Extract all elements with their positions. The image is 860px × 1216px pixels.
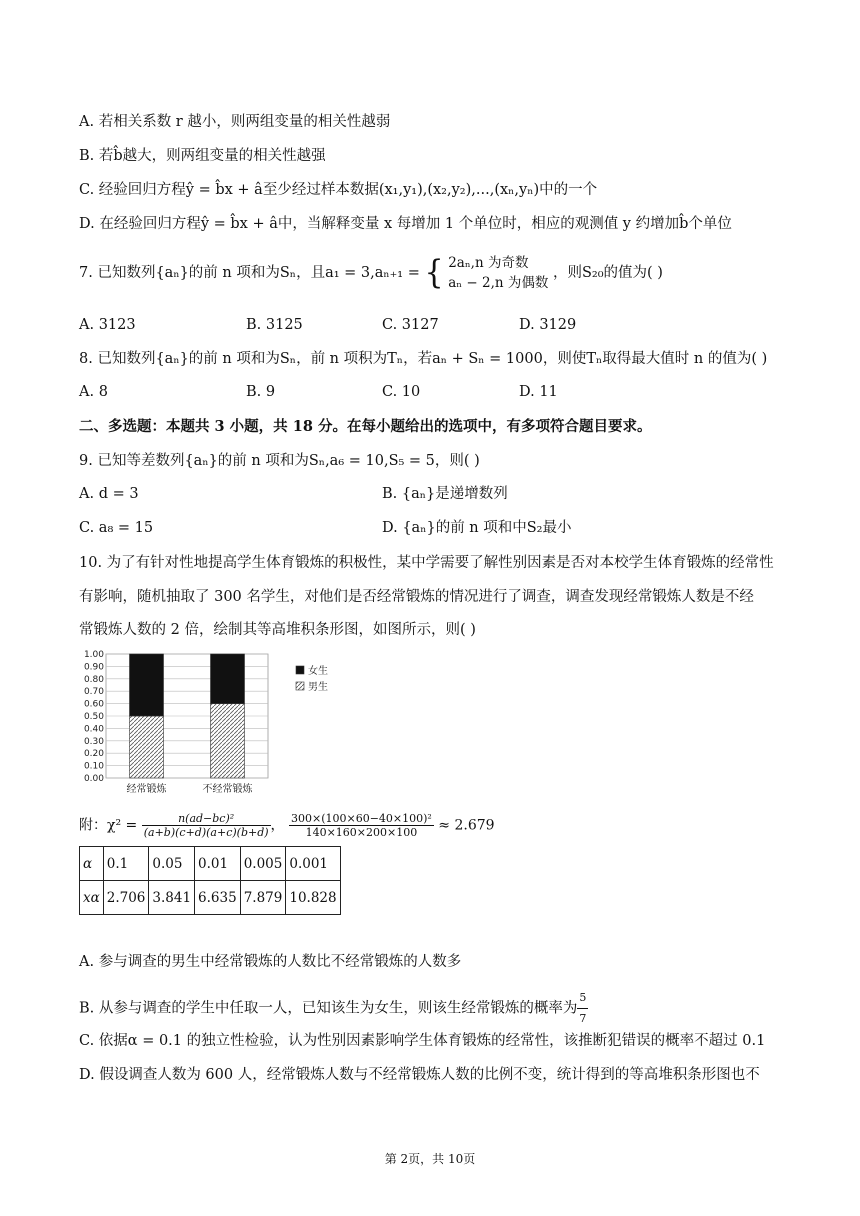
q10-option-d: D. 假设调查人数为 600 人，经常锻炼人数与不经常锻炼人数的比例不变，统计得到的等高堆积条形图也不 xyxy=(79,1067,760,1083)
q10-option-a: A. 参与调查的男生中经常锻炼的人数比不经常锻炼的人数多 xyxy=(79,954,462,970)
calc-result: ≈ 2.679 xyxy=(438,817,495,834)
table-cell: 0.1 xyxy=(103,847,149,881)
bar-segment-女生 xyxy=(130,654,164,716)
table-cell: 7.879 xyxy=(240,881,286,915)
table-cell: 0.05 xyxy=(149,847,195,881)
y-tick-label: 0.80 xyxy=(83,674,104,685)
table-cell: 0.005 xyxy=(240,847,286,881)
q10-line-3: 常锻炼人数的 2 倍，绘制其等高堆积条形图，如图所示，则( ) xyxy=(79,622,476,638)
legend-swatch xyxy=(296,666,304,674)
q7-case-2: aₙ − 2,n 为偶数 xyxy=(448,275,549,291)
calc-denominator: 140×160×200×100 xyxy=(305,826,418,839)
bar-segment-女生 xyxy=(211,654,245,704)
x-tick-label: 不经常锻炼 xyxy=(202,784,253,795)
q7-suffix: ，则S₂₀的值为( ) xyxy=(552,265,663,281)
bar-segment-男生 xyxy=(130,716,164,778)
y-tick-label: 0.90 xyxy=(83,662,104,673)
q7-option-d: D. 3129 xyxy=(519,317,577,333)
q10-option-b xyxy=(79,988,588,1029)
q9-option-a: A. d = 3 xyxy=(79,486,139,502)
fraction-numerator: 5 xyxy=(577,988,588,1009)
q9-option-d: D. {aₙ}的前 n 项和中S₂最小 xyxy=(382,520,572,536)
table-cell: 0.01 xyxy=(195,847,241,881)
q8-stem: 8. 已知数列{aₙ}的前 n 项和为Sₙ，前 n 项积为Tₙ，若aₙ + Sₙ = 1000，则使Tₙ取得最大值时 n 的值为( ) xyxy=(79,351,768,367)
q10-line-1: 10. 为了有针对性地提高学生体育锻炼的积极性，某中学需要了解性别因素是否对本校学生体育锻炼的经常性 xyxy=(79,555,774,571)
formula-prefix: 附：χ² = xyxy=(79,817,138,834)
q6-option-b: B. 若b̂越大，则两组变量的相关性越强 xyxy=(79,148,326,164)
table-cell: 0.001 xyxy=(286,847,340,881)
y-tick-label: 0.60 xyxy=(83,699,104,710)
legend-label: 男生 xyxy=(308,682,328,693)
q7-option-c: C. 3127 xyxy=(382,317,439,333)
formula-fraction xyxy=(142,812,271,839)
chi-square-formula: 附：χ² = $\frac{\text{n(ad−bc)²}}{(a+b)(c+d)(a+c)(b+d)}$ ， $\frac{\text{300×(100×60−40×100)²}}{140\times 160\times 200\times 100}$ ≈ 2.679 xyxy=(79,812,495,839)
q7-option-a: A. 3123 xyxy=(79,317,136,333)
q7-stem xyxy=(79,250,663,296)
y-tick-label: 0.10 xyxy=(83,761,104,772)
legend-label: 女生 xyxy=(308,666,328,677)
section-heading: 二、多选题：本题共 3 小题，共 18 分。在每小题给出的选项中，有多项符合题目要求。 xyxy=(79,418,652,435)
table-cell: xα xyxy=(80,881,104,915)
table-cell: α xyxy=(80,847,104,881)
table-cell: 10.828 xyxy=(286,881,340,915)
q7-option-b: B. 3125 xyxy=(246,317,303,333)
q7-case-1: 2aₙ,n 为奇数 xyxy=(448,255,529,271)
y-tick-label: 0.50 xyxy=(83,712,104,722)
stacked-bar-chart xyxy=(78,650,348,800)
q7-prefix: 7. 已知数列{aₙ}的前 n 项和为Sₙ，且a₁ = 3,aₙ₊₁ = xyxy=(79,265,420,281)
y-tick-label: 0.70 xyxy=(83,687,104,698)
q6-option-a: A. 若相关系数 r 越小，则两组变量的相关性越弱 xyxy=(79,114,391,130)
q10-option-b-fraction xyxy=(577,988,588,1029)
q6-option-c: C. 经验回归方程ŷ = b̂x + â至少经过样本数据(x₁,y₁),(x₂,y₂),...,(xₙ,yₙ)中的一个 xyxy=(79,182,598,198)
critical-value-table xyxy=(79,846,341,915)
formula-numerator: n(ad−bc)² xyxy=(142,812,271,826)
q9-option-b: B. {aₙ}是递增数列 xyxy=(382,486,508,502)
table-row xyxy=(80,847,341,881)
bar-segment-男生 xyxy=(211,704,245,778)
table-row xyxy=(80,881,341,915)
q9-option-c: C. a₈ = 15 xyxy=(79,520,154,536)
q8-option-b: B. 9 xyxy=(246,384,276,400)
q8-option-d: D. 11 xyxy=(519,384,558,400)
q10-option-b-text: B. 从参与调查的学生中任取一人，已知该生为女生，则该生经常锻炼的概率为 xyxy=(79,1000,578,1017)
fraction-denominator: 7 xyxy=(579,1012,587,1025)
page-footer: 第 2页，共 10页 xyxy=(384,1152,476,1166)
brace-glyph: { xyxy=(424,253,444,292)
y-tick-label: 0.40 xyxy=(83,724,104,735)
table-cell: 2.706 xyxy=(103,881,149,915)
table-cell: 3.841 xyxy=(149,881,195,915)
y-tick-label: 0.00 xyxy=(83,774,104,784)
calc-numerator: 300×(100×60−40×100)² xyxy=(291,812,432,825)
q8-option-c: C. 10 xyxy=(382,384,421,400)
q7-cases xyxy=(448,253,548,293)
legend-swatch xyxy=(296,682,304,690)
formula-denominator: (a+b)(c+d)(a+c)(b+d) xyxy=(143,826,269,839)
x-tick-label: 经常锻炼 xyxy=(126,784,167,795)
q10-option-c: C. 依据α = 0.1 的独立性检验，认为性别因素影响学生体育锻炼的经常性，该推断犯错误的概率不超过 0.1 xyxy=(79,1033,766,1049)
table-cell: 6.635 xyxy=(195,881,241,915)
q9-stem: 9. 已知等差数列{aₙ}的前 n 项和为Sₙ,a₆ = 10,S₅ = 5，则( ) xyxy=(79,453,480,469)
q6-option-d: D. 在经验回归方程ŷ = b̂x + â中，当解释变量 x 每增加 1 个单位时，相应的观测值 y 约增加b̂个单位 xyxy=(79,216,732,232)
q10-line-2: 有影响，随机抽取了 300 名学生，对他们是否经常锻炼的情况进行了调查，调查发现经常锻炼人数是不经 xyxy=(79,589,754,605)
calc-fraction xyxy=(289,812,434,839)
y-tick-label: 0.30 xyxy=(83,736,104,747)
y-tick-label: 1.00 xyxy=(83,650,104,660)
y-tick-label: 0.20 xyxy=(83,749,104,760)
q8-option-a: A. 8 xyxy=(79,384,108,400)
